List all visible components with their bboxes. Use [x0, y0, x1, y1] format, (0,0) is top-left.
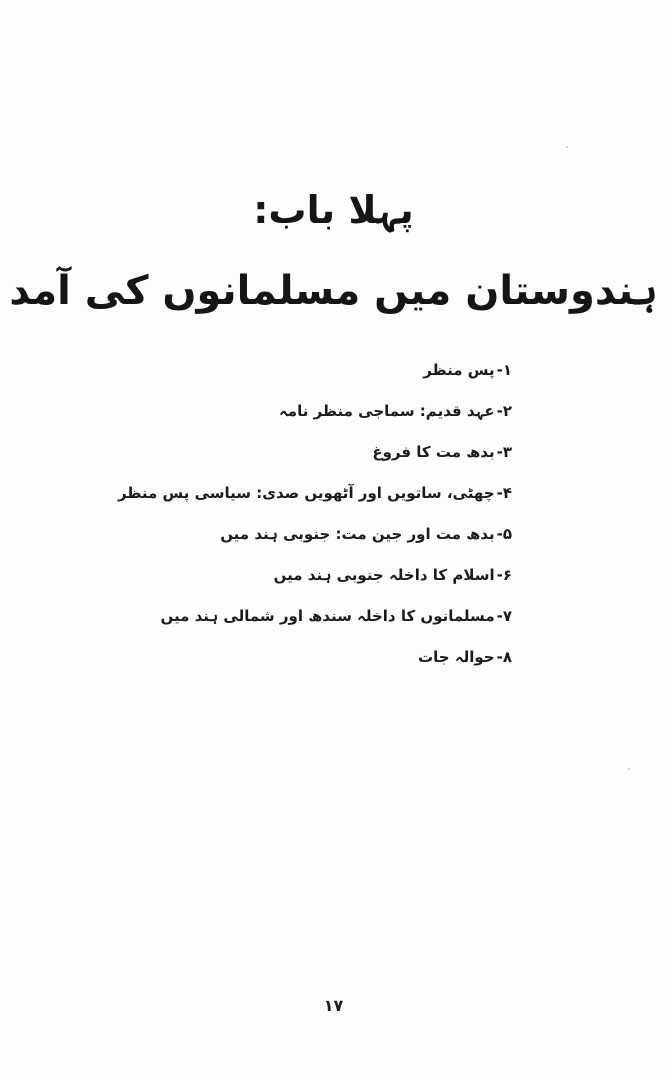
toc-item: [72, 596, 512, 637]
toc-item: [72, 637, 512, 678]
toc-item-text: عہد قدیم: سماجی منظر نامہ: [279, 402, 495, 420]
toc-item-text: چھٹی، ساتویں اور آٹھویں صدی: سیاسی پس منظر: [117, 484, 495, 502]
paper-speck: [566, 146, 568, 148]
toc-item-number: ۱-: [496, 361, 512, 379]
toc-item-number: ۶-: [496, 566, 512, 584]
chapter-title: ہندوستان میں مسلمانوں کی آمد: [9, 268, 658, 314]
page-number: ۱۷: [323, 996, 344, 1015]
toc-item: [72, 473, 512, 514]
chapter-contents-list: [72, 350, 512, 678]
toc-item-number: ۲-: [496, 402, 512, 420]
toc-item: [72, 432, 512, 473]
toc-item-text: حوالہ جات: [418, 648, 495, 666]
toc-item-text: پس منظر: [423, 361, 495, 379]
paper-speck: [628, 768, 630, 770]
toc-item-text: بدھ مت کا فروغ: [372, 443, 495, 461]
toc-item-number: ۴-: [496, 484, 512, 502]
chapter-label: پہلا باب:: [253, 188, 414, 232]
toc-item: [72, 391, 512, 432]
toc-item: [72, 514, 512, 555]
toc-item: [72, 350, 512, 391]
toc-item-text: بدھ مت اور جین مت: جنوبی ہند میں: [220, 525, 495, 543]
toc-item: [72, 555, 512, 596]
toc-item-text: اسلام کا داخلہ جنوبی ہند میں: [273, 566, 495, 584]
toc-item-text: مسلمانوں کا داخلہ سندھ اور شمالی ہند میں: [160, 607, 495, 625]
toc-item-number: ۸-: [496, 648, 512, 666]
toc-item-number: ۷-: [496, 607, 512, 625]
toc-item-number: ۵-: [496, 525, 512, 543]
toc-item-number: ۳-: [496, 443, 512, 461]
